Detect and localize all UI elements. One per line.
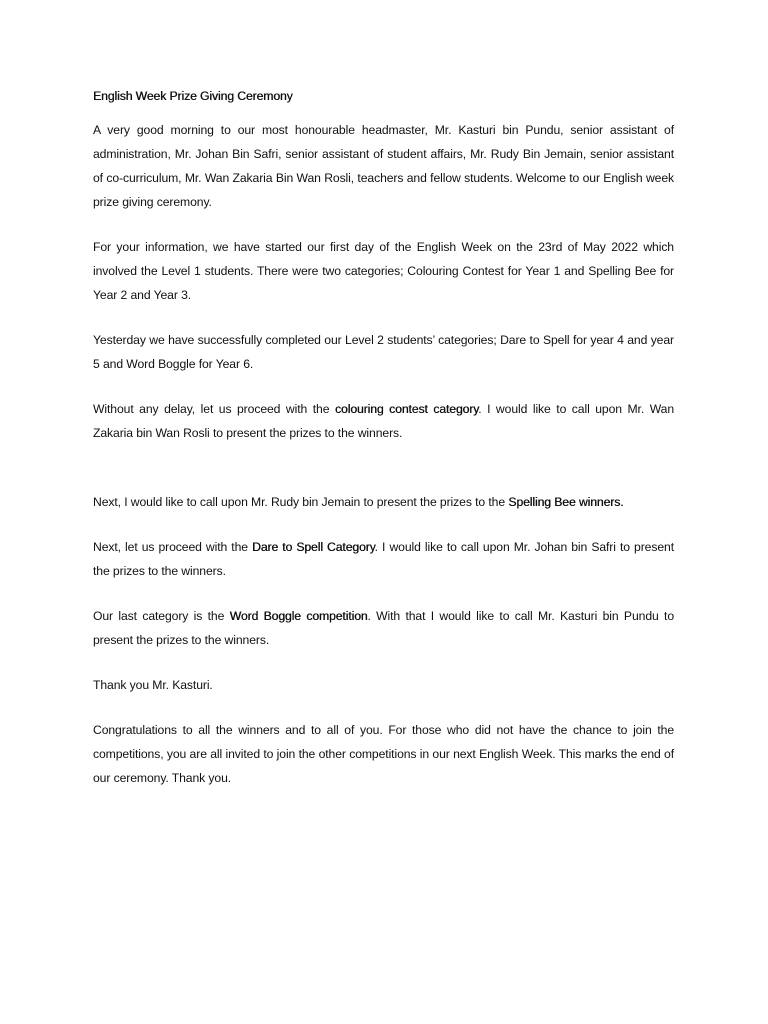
- paragraph-text: Without any delay, let us proceed with the: [93, 402, 335, 416]
- paragraph-thank-you: Thank you Mr. Kasturi.: [93, 678, 213, 692]
- paragraph-closing: Congratulations to all the winners and to all of you. For those who did not have the chance to join the competitions, you are all invited to join the other competitions in our next English Week. This marks the end of our ceremony. Thank you.: [93, 723, 674, 785]
- category-word-boggle: Word Boggle competition: [229, 609, 368, 623]
- paragraph-text: Next, I would like to call upon Mr. Rudy bin Jemain to present the prizes to the: [93, 495, 509, 509]
- category-spelling-bee: Spelling Bee winners.: [508, 495, 624, 509]
- paragraph-word-boggle: [93, 604, 674, 652]
- paragraph-text: . With that I would like to call Mr. Kasturi bin Pundu to present the prizes to the winners.: [93, 609, 675, 647]
- paragraph-spelling-bee: [93, 490, 674, 514]
- paragraph-dare-to-spell: [93, 535, 674, 583]
- paragraph-text: Next, let us proceed with the: [93, 540, 253, 554]
- paragraph-text: . I would like to call upon Mr. Johan bin Safri to present the prizes to the winners.: [93, 540, 674, 578]
- category-colouring-contest: colouring contest category: [334, 402, 479, 416]
- paragraph-text: . I would like to call upon Mr. Wan Zakaria bin Wan Rosli to present the prizes to the winners.: [93, 402, 674, 440]
- paragraph-colouring-contest: [93, 397, 674, 445]
- paragraph-greeting: A very good morning to our most honourable headmaster, Mr. Kasturi bin Pundu, senior assistant of administration, Mr. Johan Bin Safri, senior assistant of student affairs, Mr. Rudy Bin Jemain, senior assistant of co-curriculum, Mr. Wan Zakaria Bin Wan Rosli, teachers and fellow students. Welcome to our English week prize giving ceremony.: [93, 123, 674, 209]
- category-dare-to-spell: Dare to Spell Category: [252, 540, 375, 554]
- document-title: English Week Prize Giving Ceremony: [93, 89, 293, 103]
- paragraph-text: Our last category is the: [93, 609, 230, 623]
- paragraph-first-day: For your information, we have started our first day of the English Week on the 23rd of May 2022 which involved the Level 1 students. There were two categories; Colouring Contest for Year 1 and Spelling Bee for Year 2 and Year 3.: [93, 240, 674, 302]
- paragraph-yesterday: Yesterday we have successfully completed our Level 2 students’ categories; Dare to Spell for year 4 and year 5 and Word Boggle for Year 6.: [93, 333, 674, 371]
